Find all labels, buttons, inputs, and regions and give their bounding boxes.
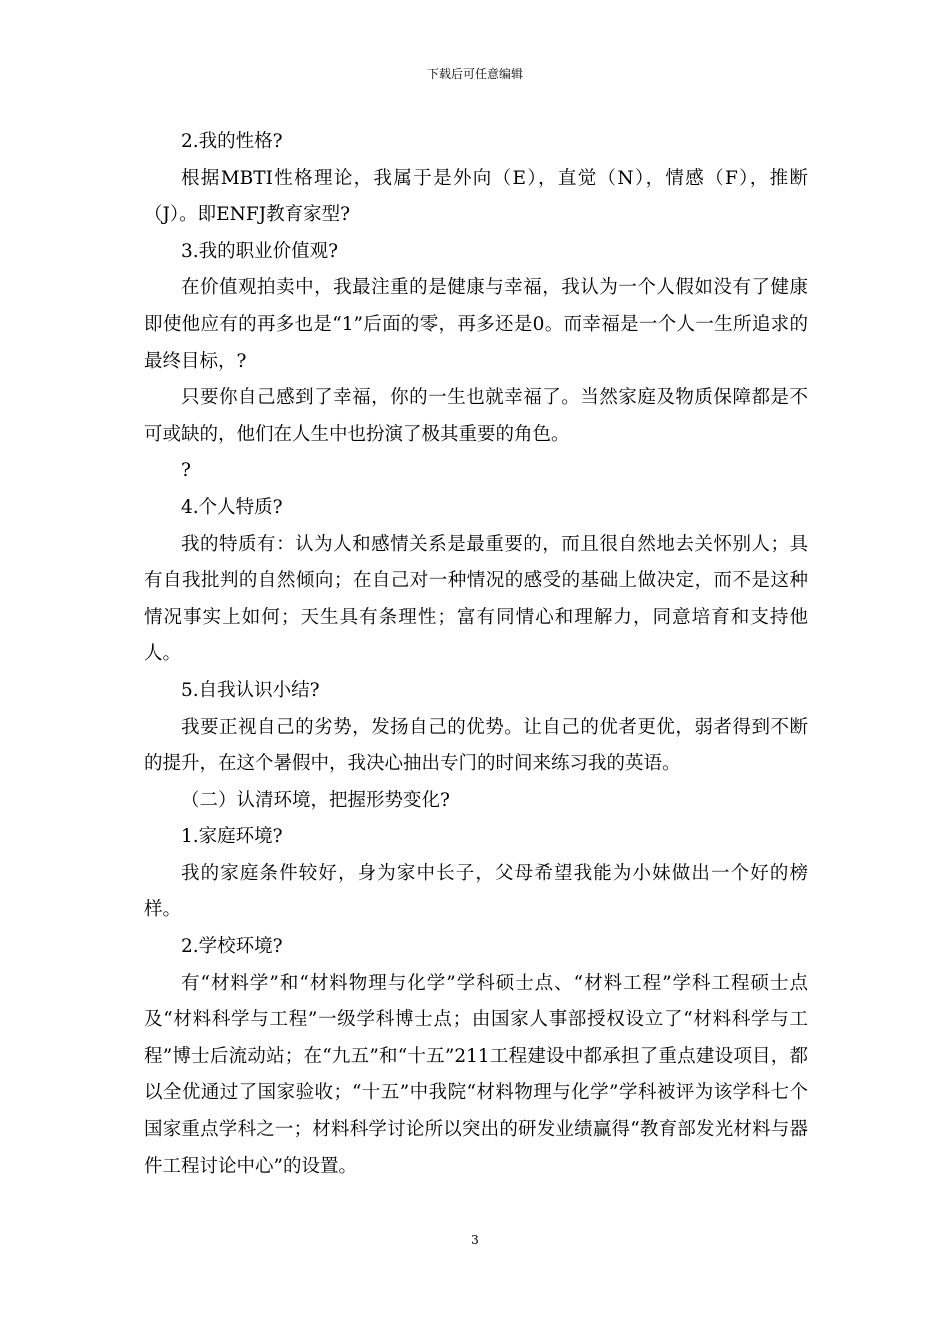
heading-career-values: 3.我的职业价值观? — [181, 240, 339, 262]
heading-family-environment: 1.家庭环境? — [181, 826, 283, 848]
paragraph-school: 有“材料学”和“材料物理与化学”学科硕士点、“材料工程”学科工程硕士点及“材料科学与工程”一级学科博士点；由国家人事部授权设立了“材料科学与工程”博士后流动站；在“九五”和“十五”211工程建设中都承担了重点建设项目，都以全优通过了国家验收；“十五”中我院“材料物理与化学”学科被评为该学科七个国家重点学科之一；材料科学讨论所以突出的研发业绩赢得“教育部发光材料与器件工程讨论中心”的设置。 — [144, 972, 808, 1177]
heading-self-summary: 5.自我认识小结? — [181, 679, 320, 701]
paragraph-happiness: 只要你自己感到了幸福，你的一生也就幸福了。当然家庭及物质保障都是不可或缺的，他们在人生中也扮演了极其重要的角色。 — [144, 387, 808, 445]
page-header: 下载后可任意编辑 — [426, 67, 523, 81]
paragraph-placeholder: ? — [181, 460, 191, 482]
paragraph-self-summary: 我要正视自己的劣势，发扬自己的优势。让自己的优者更优，弱者得到不断的提升，在这个暑假中，我决心抽出专门的时间来练习我的英语。 — [144, 716, 808, 775]
heading-school-environment: 2.学校环境? — [181, 936, 283, 958]
heading-environment: （二）认清环境，把握形势变化? — [181, 789, 450, 811]
document-body — [144, 124, 808, 1185]
heading-personality: 2.我的性格? — [181, 131, 283, 152]
paragraph-mbti: 根据MBTI性格理论，我属于是外向（E），直觉（N），情感（F），推断（J）。即ENFJ教育家型? — [144, 167, 808, 226]
heading-personal-traits: 4.个人特质? — [181, 496, 283, 518]
paragraph-traits: 我的特质有：认为人和感情关系是最重要的，而且很自然地去关怀别人；具有自我批判的自然倾向；在自己对一种情况的感受的基础上做决定，而不是这种情况事实上如何；天生具有条理性；富有同情心和理解力，同意培育和支持他人。 — [144, 533, 808, 665]
page-number: 3 — [471, 1233, 479, 1247]
paragraph-family: 我的家庭条件较好，身为家中长子，父母希望我能为小妹做出一个好的榜样。 — [144, 862, 808, 921]
paragraph-values-auction: 在价值观拍卖中，我最注重的是健康与幸福，我认为一个人假如没有了健康即使他应有的再多也是“1”后面的零，再多还是0。而幸福是一个人一生所追求的最终目标，? — [144, 277, 808, 372]
